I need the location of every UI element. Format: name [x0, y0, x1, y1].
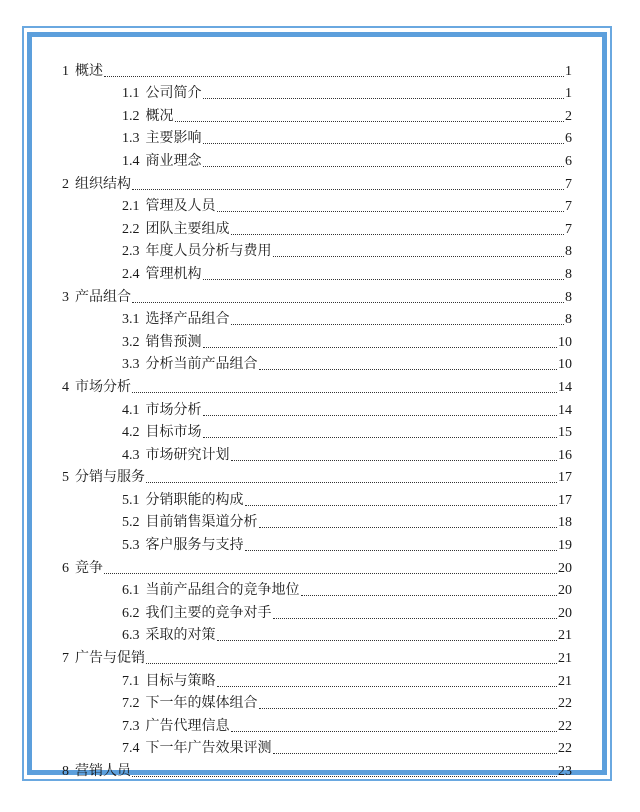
toc-entry-number: 4 [62, 379, 69, 395]
toc-chapter-entry[interactable] [62, 645, 572, 668]
toc-entry-page: 6 [565, 153, 572, 169]
dot-leader [146, 481, 557, 483]
toc-section-entry[interactable] [62, 194, 572, 217]
toc-entry-page: 7 [565, 199, 572, 215]
toc-entry-title: 当前产品组合的竞争地位 [145, 583, 300, 599]
toc-entry-page: 20 [558, 583, 572, 599]
toc-section-entry[interactable] [62, 623, 572, 646]
toc-entry-title: 销售预测 [145, 334, 202, 350]
dot-leader [231, 730, 558, 732]
dot-leader [132, 775, 557, 777]
dot-leader [203, 278, 565, 280]
dot-leader [132, 391, 557, 393]
toc-chapter-entry[interactable] [62, 171, 572, 194]
dot-leader [273, 255, 565, 257]
toc-entry-page: 21 [558, 628, 572, 644]
toc-section-entry[interactable] [62, 261, 572, 284]
toc-section-entry[interactable] [62, 81, 572, 104]
dot-leader [245, 549, 558, 551]
toc-entry-title: 采取的对策 [145, 628, 216, 644]
toc-entry-title: 我们主要的竞争对手 [145, 605, 272, 621]
dot-leader [146, 662, 557, 664]
dot-leader [175, 120, 565, 122]
toc-section-entry[interactable] [62, 126, 572, 149]
toc-section-entry[interactable] [62, 216, 572, 239]
toc-entry-number: 6.1 [122, 583, 140, 599]
toc-section-entry[interactable] [62, 487, 572, 510]
dot-leader [259, 368, 558, 370]
toc-entry-title: 分析当前产品组合 [145, 357, 258, 373]
toc-entry-title: 管理及人员 [145, 199, 216, 215]
toc-section-entry[interactable] [62, 736, 572, 759]
toc-entry-title: 组织结构 [75, 176, 131, 192]
toc-entry-page: 22 [558, 741, 572, 757]
dot-leader [132, 188, 564, 190]
toc-entry-number: 4.3 [122, 447, 140, 463]
toc-entry-page: 1 [565, 63, 572, 79]
dot-leader [203, 142, 565, 144]
toc-chapter-entry[interactable] [62, 555, 572, 578]
dot-leader [217, 639, 558, 641]
toc-entry-page: 16 [558, 447, 572, 463]
toc-entry-title: 商业理念 [145, 153, 202, 169]
toc-entry-number: 2 [62, 176, 69, 192]
toc-entry-title: 分销职能的构成 [145, 492, 244, 508]
toc-entry-title: 管理机构 [145, 266, 202, 282]
dot-leader [203, 436, 558, 438]
toc-section-entry[interactable] [62, 691, 572, 714]
toc-entry-title: 年度人员分析与费用 [145, 244, 272, 260]
dot-leader [273, 752, 558, 754]
toc-section-entry[interactable] [62, 578, 572, 601]
toc-section-entry[interactable] [62, 532, 572, 555]
toc-entry-number: 5.1 [122, 492, 140, 508]
toc-section-entry[interactable] [62, 103, 572, 126]
toc-entry-number: 1.2 [122, 108, 140, 124]
toc-entry-title: 概述 [75, 63, 103, 79]
toc-entry-title: 团队主要组成 [145, 221, 230, 237]
toc-entry-page: 23 [558, 764, 572, 779]
toc-entry-page: 7 [565, 176, 572, 192]
toc-entry-number: 8 [62, 764, 69, 779]
toc-entry-title: 主要影响 [145, 131, 202, 147]
toc-section-entry[interactable] [62, 442, 572, 465]
toc-entry-page: 20 [558, 605, 572, 621]
toc-entry-title: 竞争 [75, 560, 103, 576]
toc-section-entry[interactable] [62, 148, 572, 171]
toc-entry-page: 10 [558, 334, 572, 350]
toc-entry-title: 选择产品组合 [145, 312, 230, 328]
toc-entry-page: 7 [565, 221, 572, 237]
toc-chapter-entry[interactable] [62, 758, 572, 781]
toc-entry-number: 7.1 [122, 673, 140, 689]
toc-entry-number: 6.3 [122, 628, 140, 644]
toc-entry-title: 产品组合 [75, 289, 131, 305]
toc-entry-number: 4.1 [122, 402, 140, 418]
toc-entry-number: 6.2 [122, 605, 140, 621]
toc-entry-number: 2.2 [122, 221, 140, 237]
toc-entry-title: 分销与服务 [75, 470, 145, 486]
toc-entry-number: 1.3 [122, 131, 140, 147]
toc-section-entry[interactable] [62, 600, 572, 623]
toc-entry-page: 19 [558, 538, 572, 554]
toc-entry-number: 1.4 [122, 153, 140, 169]
toc-entry-number: 7.3 [122, 718, 140, 734]
toc-entry-page: 21 [558, 651, 572, 667]
toc-entry-page: 14 [558, 402, 572, 418]
toc-entry-page: 22 [558, 696, 572, 712]
dot-leader [245, 504, 558, 506]
toc-entry-page: 22 [558, 718, 572, 734]
toc-entry-number: 4.2 [122, 425, 140, 441]
dot-leader [217, 685, 558, 687]
toc-entry-number: 2.3 [122, 244, 140, 260]
toc-section-entry[interactable] [62, 713, 572, 736]
toc-chapter-entry[interactable] [62, 465, 572, 488]
toc-entry-title: 广告与促销 [75, 651, 145, 667]
toc-entry-page: 1 [565, 86, 572, 102]
table-of-contents [62, 58, 572, 781]
toc-entry-title: 市场分析 [75, 379, 131, 395]
dot-leader [203, 97, 565, 99]
toc-section-entry[interactable] [62, 352, 572, 375]
toc-entry-page: 21 [558, 673, 572, 689]
toc-entry-number: 2.4 [122, 266, 140, 282]
toc-entry-number: 7.2 [122, 696, 140, 712]
toc-entry-title: 下一年的媒体组合 [145, 696, 258, 712]
toc-entry-number: 6 [62, 560, 69, 576]
dot-leader [301, 594, 558, 596]
toc-entry-title: 客户服务与支持 [145, 538, 244, 554]
toc-entry-page: 17 [558, 470, 572, 486]
toc-section-entry[interactable] [62, 307, 572, 330]
toc-entry-number: 7.4 [122, 741, 140, 757]
toc-entry-page: 10 [558, 357, 572, 373]
toc-entry-number: 3.3 [122, 357, 140, 373]
toc-entry-title: 营销人员 [75, 764, 131, 779]
toc-entry-number: 3 [62, 289, 69, 305]
toc-entry-number: 1.1 [122, 86, 140, 102]
toc-entry-page: 20 [558, 560, 572, 576]
toc-section-entry[interactable] [62, 239, 572, 262]
dot-leader [203, 414, 558, 416]
toc-entry-number: 1 [62, 63, 69, 79]
toc-entry-number: 7 [62, 651, 69, 667]
dot-leader [104, 75, 564, 77]
toc-entry-number: 3.2 [122, 334, 140, 350]
toc-entry-page: 6 [565, 131, 572, 147]
toc-entry-number: 2.1 [122, 199, 140, 215]
toc-entry-page: 15 [558, 425, 572, 441]
toc-section-entry[interactable] [62, 420, 572, 443]
toc-entry-page: 2 [565, 108, 572, 124]
toc-entry-title: 市场分析 [145, 402, 202, 418]
toc-entry-title: 广告代理信息 [145, 718, 230, 734]
dot-leader [132, 301, 564, 303]
toc-section-entry[interactable] [62, 510, 572, 533]
dot-leader [259, 707, 558, 709]
toc-entry-title: 目前销售渠道分析 [145, 515, 258, 531]
dot-leader [273, 617, 558, 619]
toc-chapter-entry[interactable] [62, 58, 572, 81]
toc-entry-title: 概况 [145, 108, 174, 124]
toc-entry-page: 17 [558, 492, 572, 508]
toc-entry-page: 8 [565, 289, 572, 305]
toc-entry-title: 公司简介 [145, 86, 202, 102]
toc-entry-number: 5 [62, 470, 69, 486]
dot-leader [231, 233, 565, 235]
dot-leader [104, 572, 557, 574]
dot-leader [231, 459, 558, 461]
toc-section-entry[interactable] [62, 329, 572, 352]
toc-entry-title: 目标市场 [145, 425, 202, 441]
toc-entry-title: 市场研究计划 [145, 447, 230, 463]
dot-leader [231, 323, 565, 325]
toc-section-entry[interactable] [62, 668, 572, 691]
toc-entry-page: 8 [565, 244, 572, 260]
dot-leader [203, 165, 565, 167]
toc-chapter-entry[interactable] [62, 284, 572, 307]
toc-entry-title: 目标与策略 [145, 673, 216, 689]
dot-leader [259, 526, 558, 528]
toc-entry-page: 14 [558, 379, 572, 395]
toc-entry-number: 5.3 [122, 538, 140, 554]
toc-entry-number: 3.1 [122, 312, 140, 328]
dot-leader [203, 346, 558, 348]
toc-entry-number: 5.2 [122, 515, 140, 531]
dot-leader [217, 210, 565, 212]
toc-chapter-entry[interactable] [62, 374, 572, 397]
toc-entry-page: 8 [565, 312, 572, 328]
toc-entry-page: 8 [565, 266, 572, 282]
toc-entry-title: 下一年广告效果评测 [145, 741, 272, 757]
toc-section-entry[interactable] [62, 397, 572, 420]
toc-entry-page: 18 [558, 515, 572, 531]
